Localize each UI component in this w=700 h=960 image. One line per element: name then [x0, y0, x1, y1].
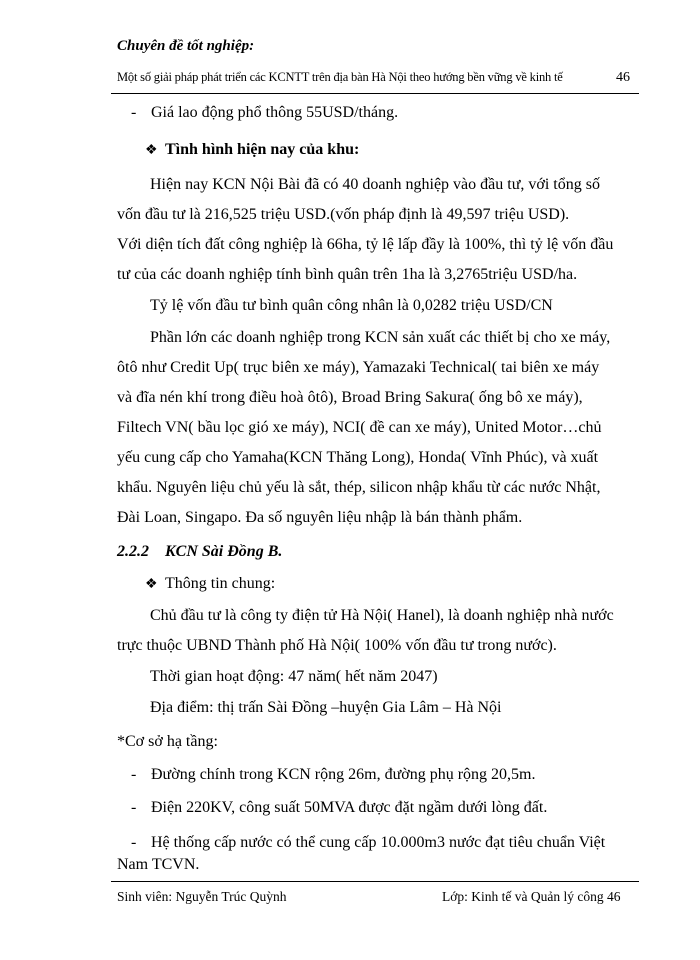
paragraph-line: Tỷ lệ vốn đầu tư bình quân công nhân là 0,0282 triệu USD/CN	[150, 297, 553, 314]
section-number: 2.2.2	[117, 543, 149, 560]
footer-student: Sinh viên: Nguyễn Trúc Quỳnh	[117, 889, 287, 904]
paragraph-line: trực thuộc UBND Thành phố Hà Nội( 100% vốn đầu tư trong nước).	[117, 637, 557, 654]
footer-divider	[111, 881, 639, 882]
diamond-bullet-icon: ❖	[145, 577, 158, 592]
paragraph-line: *Cơ sở hạ tầng:	[117, 733, 218, 750]
paragraph-line: yếu cung cấp cho Yamaha(KCN Thăng Long), Honda( Vĩnh Phúc), và xuất	[117, 449, 599, 466]
paragraph-line: Chủ đầu tư là công ty điện tử Hà Nội( Hanel), là doanh nghiệp nhà nước	[150, 607, 614, 624]
page-number: 46	[616, 70, 630, 85]
subsection-heading	[145, 575, 275, 593]
header-subtitle: Một số giải pháp phát triển các KCNTT trên địa bàn Hà Nội theo hướng bền vững về kinh tế	[117, 70, 563, 84]
header-divider	[111, 93, 639, 94]
paragraph-line: Phần lớn các doanh nghiệp trong KCN sản xuất các thiết bị cho xe máy,	[150, 329, 611, 346]
paragraph-line: ôtô như Credit Up( trục biên xe máy), Yamazaki Technical( tai biên xe máy	[117, 359, 600, 376]
section-title: KCN Sài Đồng B.	[165, 543, 283, 560]
list-item	[131, 104, 398, 122]
paragraph-line: Địa điểm: thị trấn Sài Đồng –huyện Gia Lâm – Hà Nội	[150, 699, 502, 716]
paragraph-line: Thời gian hoạt động: 47 năm( hết năm 2047)	[150, 668, 438, 685]
paragraph-line: và đĩa nén khí trong điều hoà ôtô), Broad Bring Sakura( ống bô xe máy),	[117, 389, 583, 406]
diamond-bullet-icon: ❖	[145, 143, 158, 158]
list-item-continuation: Nam TCVN.	[117, 856, 200, 873]
dash-marker: -	[131, 766, 137, 783]
paragraph-line: Filtech VN( bầu lọc gió xe máy), NCI( đề can xe máy), United Motor…chủ	[117, 419, 602, 436]
list-item-text: Giá lao động phổ thông 55USD/tháng.	[151, 104, 399, 121]
paragraph-line: khẩu. Nguyên liệu chủ yếu là sắt, thép, silicon nhập khẩu từ các nước Nhật,	[117, 479, 601, 496]
subsection-title: Thông tin chung:	[165, 575, 276, 592]
footer-class: Lớp: Kinh tế và Quản lý công 46	[442, 889, 621, 904]
section-heading	[145, 141, 359, 159]
dash-marker: -	[131, 104, 137, 121]
paragraph-line: vốn đầu tư là 216,525 triệu USD.(vốn pháp định là 49,597 triệu USD).	[117, 206, 570, 223]
section-title: Tình hình hiện nay của khu:	[165, 141, 360, 158]
paragraph-line: Với diện tích đất công nghiệp là 66ha, tỷ lệ lấp đầy là 100%, thì tỷ lệ vốn đầu	[117, 236, 614, 253]
paragraph-line: tư của các doanh nghiệp tính bình quân trên 1ha là 3,2765triệu USD/ha.	[117, 266, 578, 283]
list-item	[131, 799, 547, 817]
list-item-text: Hệ thống cấp nước có thể cung cấp 10.000m3 nước đạt tiêu chuẩn Việt	[151, 834, 606, 851]
paragraph-line: Hiện nay KCN Nội Bài đã có 40 doanh nghiệp vào đầu tư, với tổng số	[150, 176, 600, 193]
dash-marker: -	[131, 834, 137, 851]
dash-marker: -	[131, 799, 137, 816]
list-item-text: Đường chính trong KCN rộng 26m, đường phụ rộng 20,5m.	[151, 766, 536, 783]
list-item	[131, 834, 605, 852]
header-title: Chuyên đề tốt nghiệp:	[117, 38, 255, 54]
section-heading	[117, 543, 282, 561]
list-item-text: Điện 220KV, công suất 50MVA được đặt ngầm dưới lòng đất.	[151, 799, 548, 816]
list-item	[131, 766, 535, 784]
paragraph-line: Đài Loan, Singapo. Đa số nguyên liệu nhập là bán thành phẩm.	[117, 509, 523, 526]
